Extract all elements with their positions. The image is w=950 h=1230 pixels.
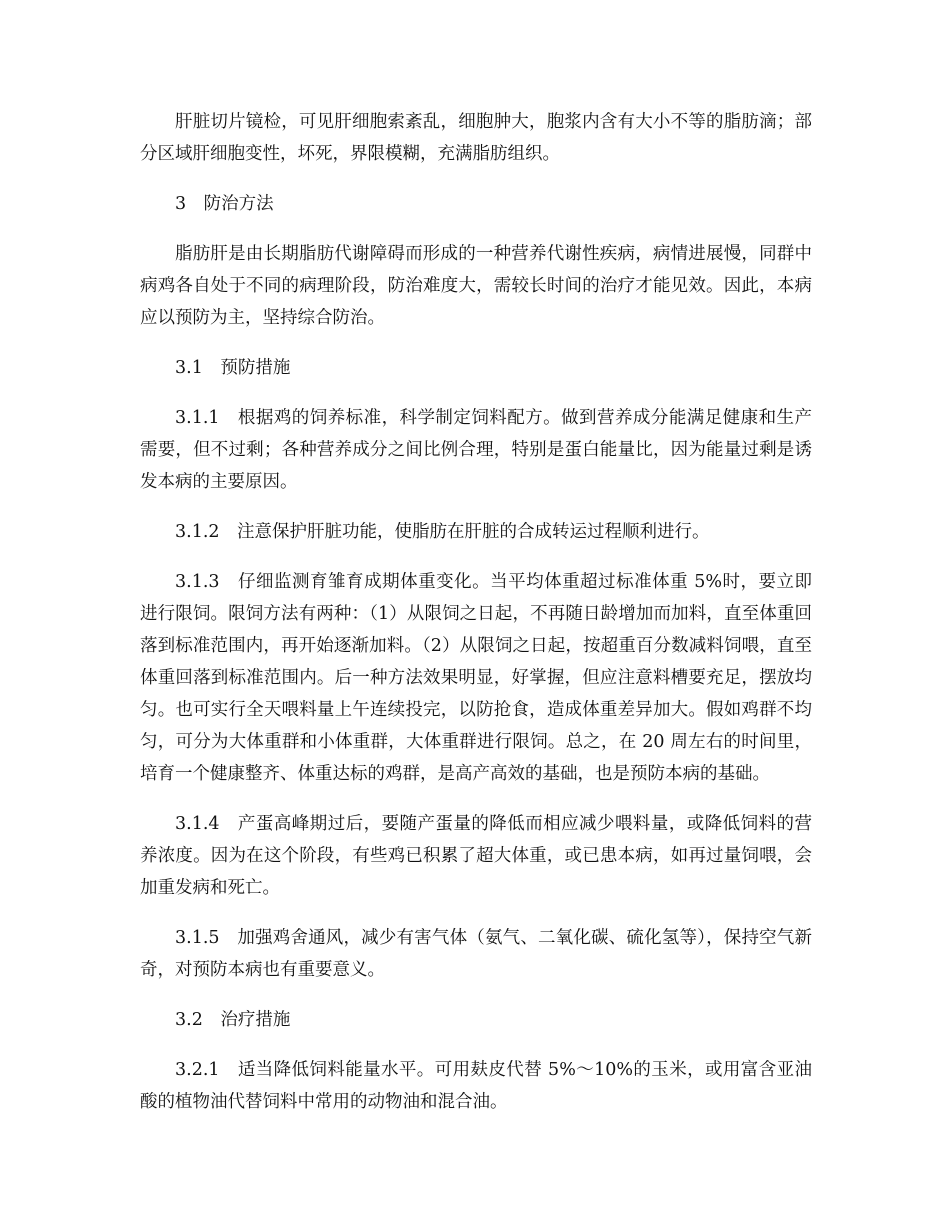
paragraph-3-2-1: 3.2.1 适当降低饲料能量水平。可用麸皮代替 5%～10%的玉米，或用富含亚油酸的植物油代替饲料中常用的动物油和混合油。 (140, 1060, 812, 1112)
paragraph-3-1-4: 3.1.4 产蛋高峰期过后，要随产蛋量的降低而相应减少喂料量，或降低饲料的营养浓度。因为在这个阶段，有些鸡已积累了超大体重，或已患本病，如再过量饲喂，会加重发病和死亡。 (140, 814, 812, 898)
paragraph-3-1-1: 3.1.1 根据鸡的饲养标准，科学制定饲料配方。做到营养成分能满足健康和生产需要，但不过剩；各种营养成分之间比例合理，特别是蛋白能量比，因为能量过剩是诱发本病的主要原因。 (140, 408, 812, 492)
heading-3: 3 防治方法 (175, 194, 274, 214)
paragraph-fatty-liver-intro: 脂肪肝是由长期脂肪代谢障碍而形成的一种营养代谢性疾病，病情进展慢，同群中病鸡各自处于不同的病理阶段，防治难度大，需较长时间的治疗才能见效。因此，本病应以预防为主，坚持综合防治。 (140, 244, 812, 328)
paragraph-3-1-5: 3.1.5 加强鸡舍通风，减少有害气体（氨气、二氧化碳、硫化氢等），保持空气新奇，对预防本病也有重要意义。 (140, 928, 812, 980)
paragraph-liver-section: 肝脏切片镜检，可见肝细胞索紊乱，细胞肿大，胞浆内含有大小不等的脂肪滴；部分区域肝细胞变性，坏死，界限模糊，充满脂肪组织。 (140, 112, 812, 164)
paragraph-3-1-2: 3.1.2 注意保护肝脏功能，使脂肪在肝脏的合成转运过程顺利进行。 (175, 522, 710, 542)
document-body (140, 106, 812, 1136)
heading-3-1: 3.1 预防措施 (175, 358, 291, 378)
heading-3-2: 3.2 治疗措施 (175, 1010, 291, 1030)
paragraph-3-1-3: 3.1.3 仔细监测育雏育成期体重变化。当平均体重超过标准体重 5%时，要立即进行限饲。限饲方法有两种：（1）从限饲之日起，不再随日龄增加而加料，直至体重回落到标准范围内，再开始逐渐加料。（2）从限饲之日起，按超重百分数减料饲喂，直至体重回落到标准范围内。后一种方法效果明显，好掌握，但应注意料槽要充足，摆放均匀。也可实行全天喂料量上午连续投完，以防抢食，造成体重差异加大。假如鸡群不均匀，可分为大体重群和小体重群，大体重群进行限饲。总之，在 20 周左右的时间里，培育一个健康整齐、体重达标的鸡群，是高产高效的基础，也是预防本病的基础。 (140, 572, 812, 784)
